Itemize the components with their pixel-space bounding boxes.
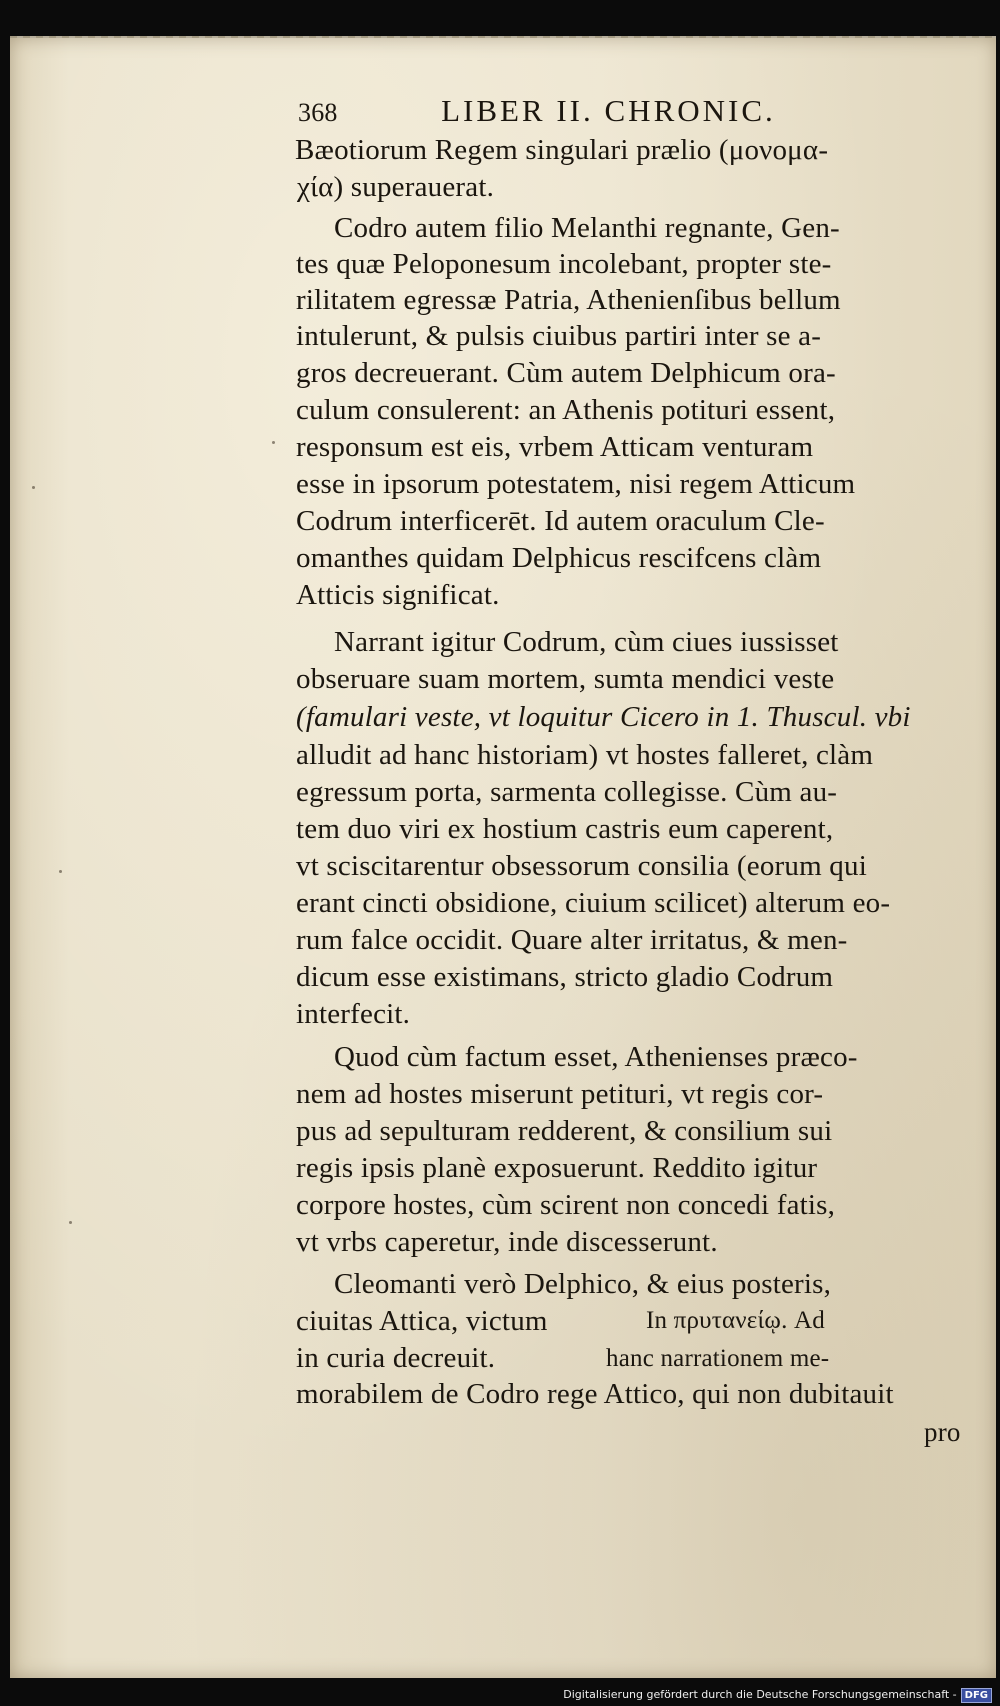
text-line: Codrum interficerēt. Id autem oraculum Cle-: [296, 505, 825, 537]
text-line: responsum est eis, vrbem Atticam venturam: [296, 431, 814, 463]
text-line: Atticis significat.: [296, 579, 500, 611]
text-line: in curia decreuit.: [296, 1342, 496, 1374]
text-line: dicum esse existimans, stricto gladio Codrum: [296, 961, 834, 993]
text-line: vt vrbs caperetur, inde discesserunt.: [296, 1226, 718, 1258]
running-header: [298, 95, 776, 127]
page-number: 368: [298, 98, 338, 127]
text-line: omanthes quidam Delphicus rescifcens clàm: [296, 542, 822, 574]
text-line: Bæotiorum Regem singulari prælio (μονομα-: [295, 134, 829, 166]
book-page: [10, 38, 996, 1678]
text-line: interfecit.: [296, 998, 411, 1030]
catchword: pro: [924, 1417, 961, 1447]
text-line: hanc narrationem me-: [606, 1345, 830, 1372]
text-line: (famulari veste, vt loquitur Cicero in 1. Thuscul. vbi: [296, 701, 911, 733]
text-line: obseruare suam mortem, sumta mendici veste: [296, 663, 835, 695]
text-line: morabilem de Codro rege Attico, qui non dubitauit: [296, 1378, 894, 1410]
text-line: erant cincti obsidione, ciuium scilicet) alterum eo-: [296, 887, 891, 919]
text-line: gros decreuerant. Cùm autem Delphicum ora-: [296, 357, 836, 389]
dfg-logo: DFG: [961, 1688, 992, 1703]
text-line: vt sciscitarentur obsessorum consilia (eorum qui: [296, 850, 867, 882]
text-line: Narrant igitur Codrum, cùm ciues iussisset: [334, 626, 839, 658]
text-line: Cleomanti verò Delphico, & eius posteris,: [334, 1268, 832, 1300]
digitization-footer: [563, 1688, 992, 1703]
text-line: Codro autem filio Melanthi regnante, Gen-: [334, 212, 840, 244]
text-line: esse in ipsorum potestatem, nisi regem Atticum: [296, 468, 856, 500]
page-text: [10, 38, 996, 1678]
running-title: LIBER II. CHRONIC.: [441, 93, 776, 128]
text-line: Quod cùm factum esset, Athenienses præco-: [334, 1041, 858, 1073]
text-line: tes quæ Peloponesum incolebant, propter ste-: [296, 248, 832, 280]
text-line: rilitatem egressæ Patria, Athenienſibus bellum: [296, 284, 841, 316]
text-line: nem ad hostes miserunt petituri, vt regis cor-: [296, 1078, 824, 1110]
text-line: ciuitas Attica, victum: [296, 1305, 548, 1337]
text-line: corpore hostes, cùm scirent non concedi fatis,: [296, 1189, 836, 1221]
text-line: culum consulerent: an Athenis potituri essent,: [296, 394, 836, 426]
text-line: rum falce occidit. Quare alter irritatus, & men-: [296, 924, 848, 956]
text-line: pus ad sepulturam redderent, & consilium sui: [296, 1115, 833, 1147]
text-line: tem duo viri ex hostium castris eum caperent,: [296, 813, 834, 845]
text-line: alludit ad hanc historiam) vt hostes falleret, clàm: [296, 739, 874, 771]
text-line: χία) superauerat.: [297, 171, 495, 203]
text-line: regis ipsis planè exposuerunt. Reddito igitur: [296, 1152, 818, 1184]
text-line: intulerunt, & pulsis ciuibus partiri inter se a-: [296, 320, 822, 352]
text-line: egressum porta, sarmenta collegisse. Cùm au-: [296, 776, 838, 808]
text-line: In πρυτανείῳ. Ad: [646, 1307, 825, 1334]
footer-credit: Digitalisierung gefördert durch die Deutsche Forschungsgemeinschaft -: [563, 1688, 957, 1701]
